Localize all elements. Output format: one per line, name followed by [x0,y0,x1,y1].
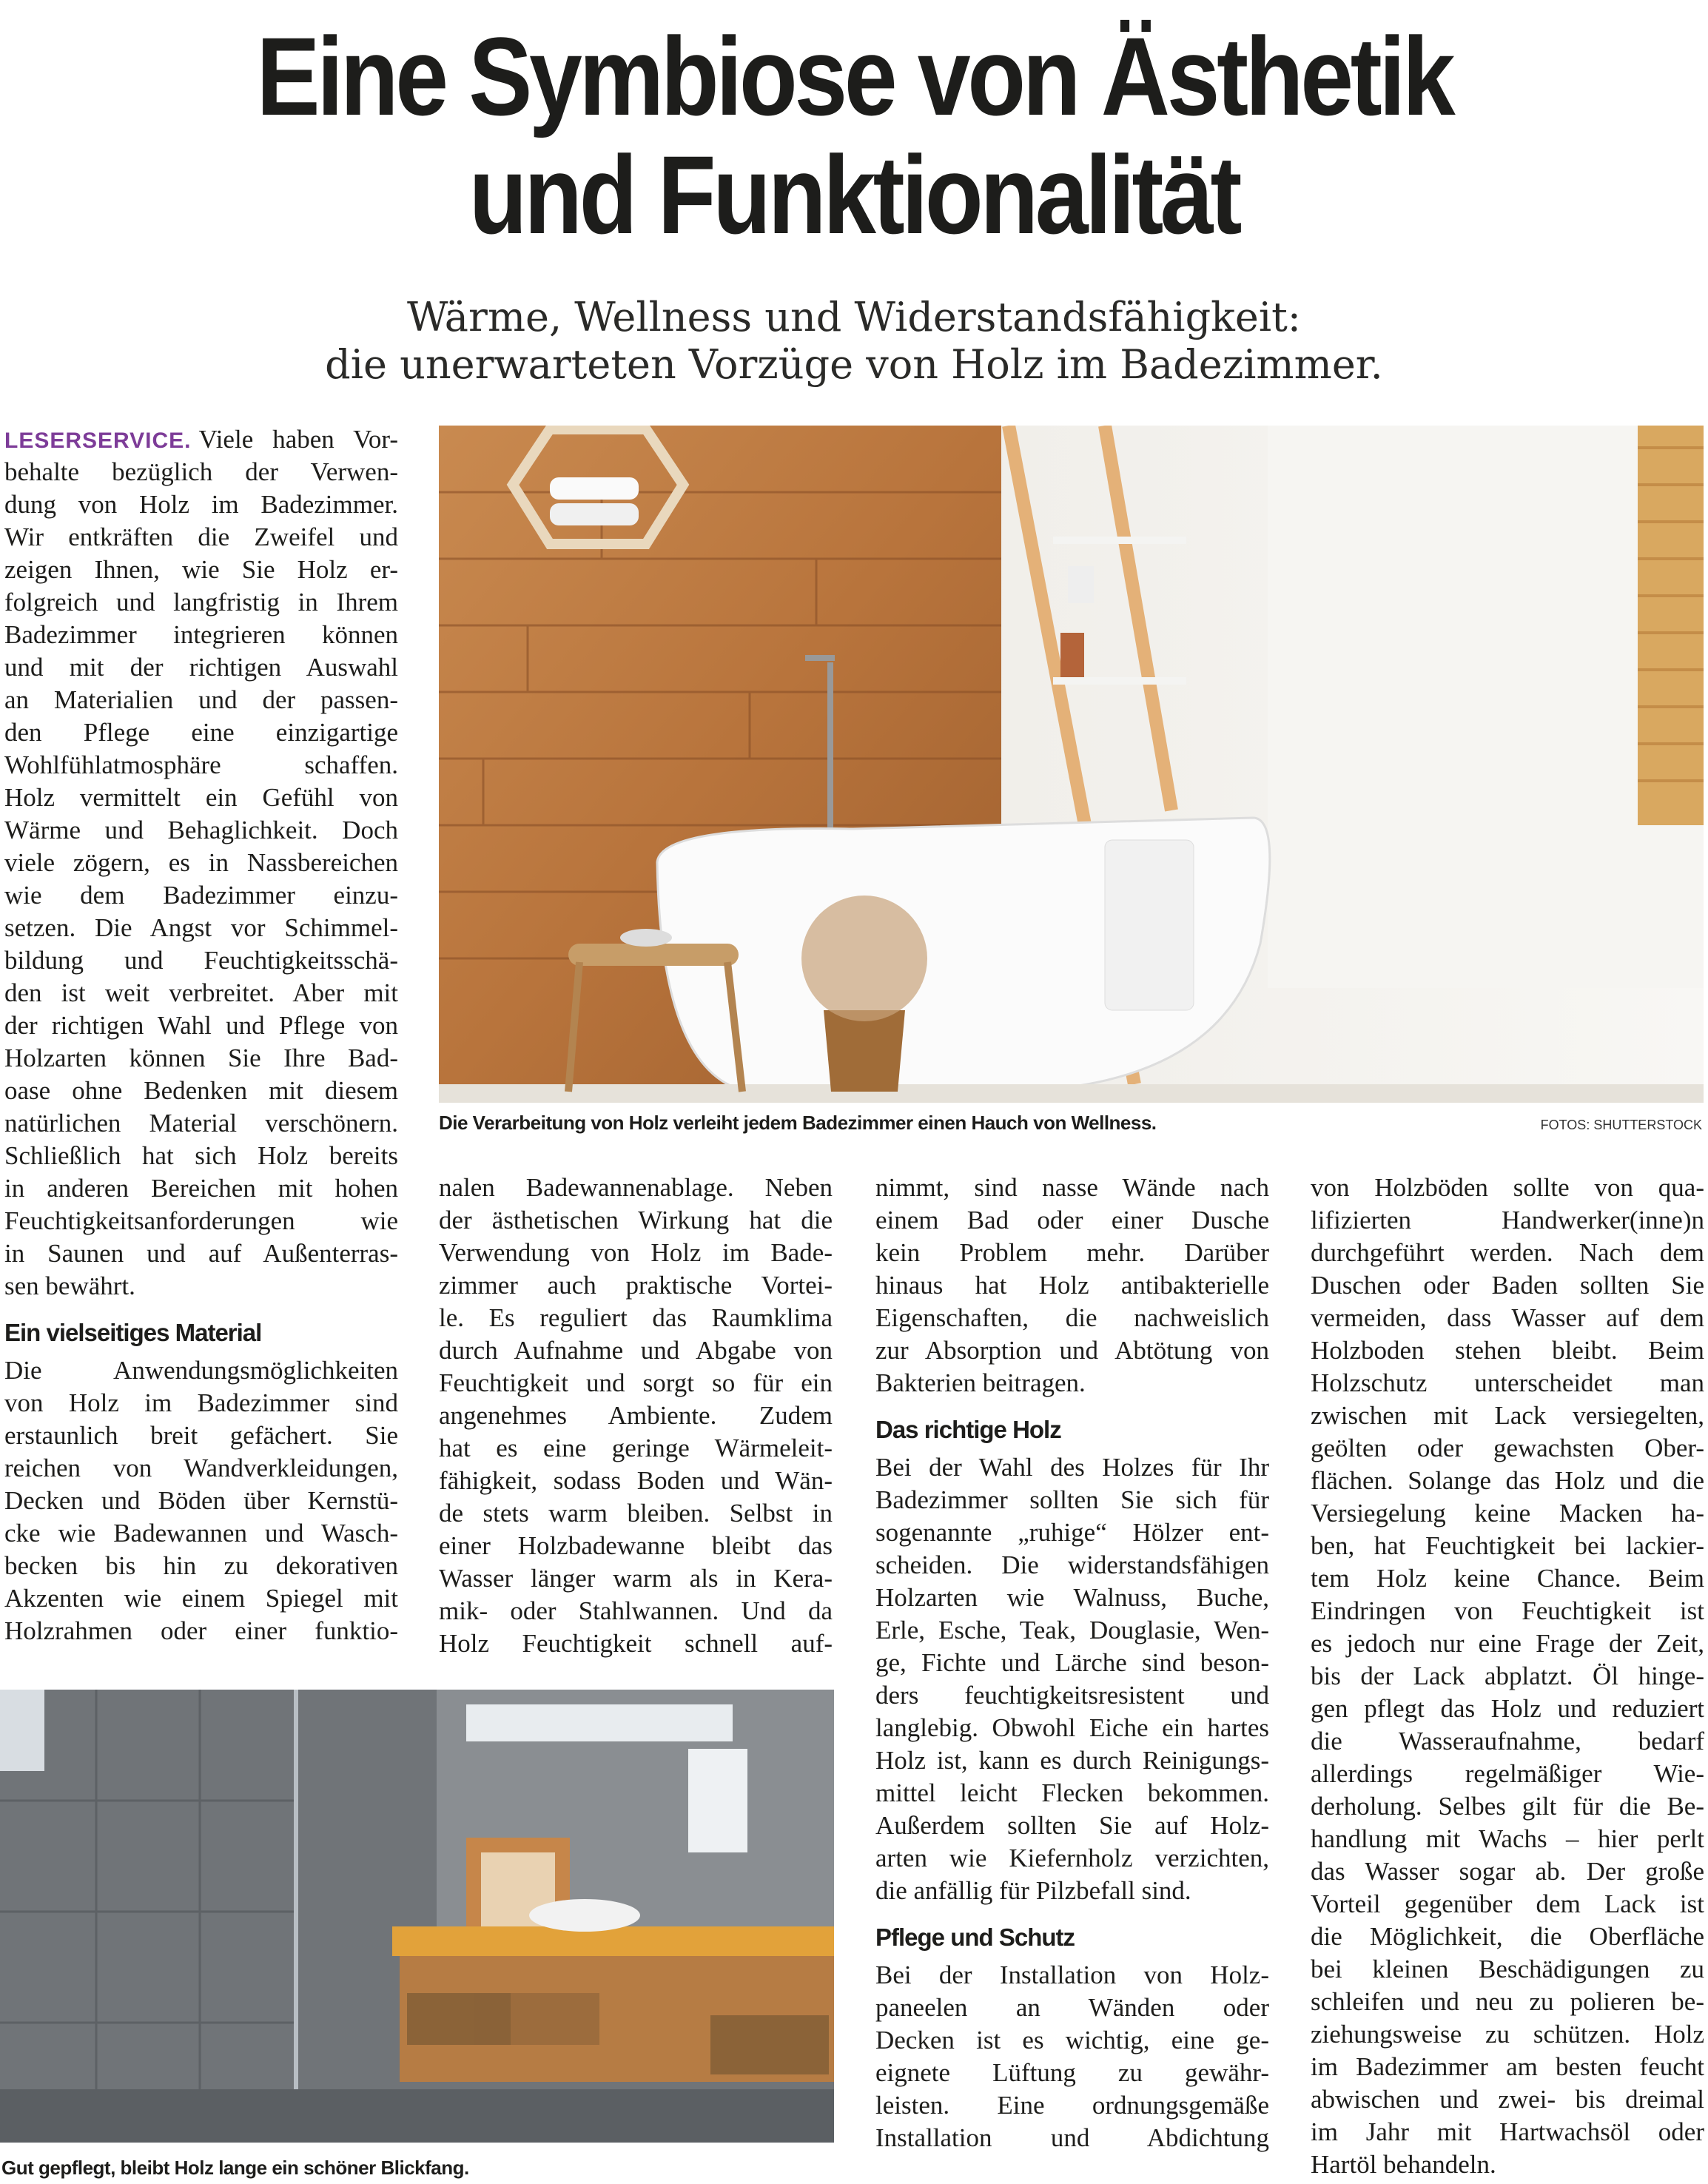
text-line: es jedoch nur eine Frage der Zeit, [1311,1629,1704,1658]
text-line: bis der Lack abplatzt. Öl hinge- [1311,1661,1704,1690]
text-line: Außerdem sollten Sie auf Holz- [875,1811,1269,1840]
text-line: cke wie Badewannen und Wasch- [4,1519,398,1548]
text-line: an Materialien und der passen- [4,685,398,714]
text-line: flächen. Solange das Holz und die [1311,1466,1704,1495]
text-line: fähigkeit, sodass Boden und Wän- [439,1466,833,1495]
text-line: schleifen und neu zu polieren be- [1311,1987,1704,2016]
text-line: gen pflegt das Holz und reduziert [1311,1694,1704,1723]
lead-label: LESERSERVICE. [4,429,192,453]
text-line: die Möglichkeit, die Oberfläche [1311,1922,1704,1951]
text-line: sogenannte „ruhige“ Hölzer ent- [875,1518,1269,1547]
text-line: Holz vermittelt ein Gefühl von [4,783,398,812]
text-line: behalte bezüglich der Verwen- [4,457,398,486]
bathroom-illustration [439,426,1704,1103]
text-line: natürlichen Material verschönern. [4,1109,398,1138]
text-line: Erle, Esche, Teak, Douglasie, Wen- [875,1616,1269,1644]
headline-line-1: Eine Symbiose von Ästhetik [256,14,1452,138]
text-line: sen bewährt. [4,1271,135,1300]
text-line: dung von Holz im Badezimmer. [4,490,398,519]
text-line: allerdings regelmäßiger Wie- [1311,1759,1704,1788]
text-line: lifizierten Handwerker(inne)n [1311,1206,1704,1234]
text-line: durchgeführt werden. Nach dem [1311,1238,1704,1267]
text-line: zimmer auch praktische Vortei- [439,1271,833,1300]
text-line: Holzschutz unterscheidet man [1311,1368,1704,1397]
text-line: nalen Badewannenablage. Neben [439,1173,833,1202]
main-photo-caption: Die Verarbeitung von Holz verleiht jedem Badezimmer einen Hauch von Wellness. [439,1112,1157,1134]
text-line: im Jahr mit Hartwachsöl oder [1311,2117,1704,2146]
text-line: im Badezimmer am besten feucht [1311,2052,1704,2081]
text-line: in Saunen und auf Außenterras- [4,1239,398,1268]
text-line: reichen von Wandverkleidungen, [4,1454,398,1482]
text-line: Wir entkräften die Zweifel und [4,523,398,551]
text-line: kein Problem mehr. Darüber [875,1238,1269,1267]
text-line: Bei der Wahl des Holzes für Ihr [875,1453,1269,1482]
text-line: die Wasseraufnahme, bedarf [1311,1727,1704,1755]
text-line: ders feuchtigkeitsresistent und [875,1681,1269,1710]
text-line: becken bis hin zu dekorativen [4,1551,398,1580]
text-line: die anfällig für Pilzbefall sind. [875,1876,1191,1905]
text-line: langlebig. Obwohl Eiche ein hartes [875,1713,1269,1742]
text-line: Hartöl behandeln. [1311,2150,1496,2179]
text-line: Schließlich hat sich Holz bereits [4,1141,398,1170]
text-line: ziehungsweise zu schützen. Holz [1311,2020,1704,2049]
article-column-1 [4,423,398,1647]
article-column-4 [1311,1172,1704,2181]
text-line: mik- oder Stahlwannen. Und da [439,1596,833,1625]
text-line: eignete Lüftung zu gewähr- [875,2058,1269,2087]
text-line: mittel leicht Flecken bekommen. [875,1778,1269,1807]
text-line: Installation und Abdichtung [875,2123,1269,2152]
text-line-content: Viele haben Vor- [198,425,398,454]
text-line: nimmt, sind nasse Wände nach [875,1173,1269,1202]
text-line: der ästhetischen Wirkung hat die [439,1206,833,1234]
text-line: Badezimmer integrieren können [4,620,398,649]
text-line: ge, Fichte und Lärche sind beson- [875,1648,1269,1677]
subheadline-line-2: die unerwarteten Vorzüge von Holz im Badezimmer. [325,341,1383,388]
text-line: Decken und Böden über Kernstü- [4,1486,398,1515]
second-photo-bathroom-vanity [0,1690,834,2143]
text-line: zeigen Ihnen, wie Sie Holz er- [4,555,398,584]
text-line: Holz ist, kann es durch Reinigungs- [875,1746,1269,1775]
text-line [4,423,398,456]
text-line: Holzarten wie Walnuss, Buche, [875,1583,1269,1612]
text-line: Wohlfühlatmosphäre schaffen. [4,750,398,779]
text-line: Decken ist es wichtig, eine ge- [875,2026,1269,2054]
text-line: tem Holz keine Chance. Beim [1311,1564,1704,1593]
text-line: Badezimmer sollten Sie sich für [875,1485,1269,1514]
text-line: Akzenten wie einem Spiegel mit [4,1584,398,1613]
text-line: leisten. Eine ordnungsgemäße [875,2091,1269,2120]
text-line: zwischen mit Lack versiegelten, [1311,1401,1704,1430]
text-line: das Wasser sogar ab. Der große [1311,1857,1704,1886]
text-line: handlung mit Wachs – hier perlt [1311,1824,1704,1853]
section-heading: Das richtige Holz [875,1416,1061,1443]
text-line: setzen. Die Angst vor Schimmel- [4,913,398,942]
text-line: einer Holzbadewanne bleibt das [439,1531,833,1560]
text-line: angenehmes Ambiente. Zudem [439,1401,833,1430]
text-line: zur Absorption und Abtötung von [875,1336,1269,1365]
text-line: wie dem Badezimmer einzu- [4,881,398,910]
text-line: oase ohne Bedenken mit diesem [4,1076,398,1105]
text-line: vermeiden, dass Wasser auf dem [1311,1303,1704,1332]
text-line: von Holzböden sollte von qua- [1311,1173,1704,1202]
text-line: Holz Feuchtigkeit schnell auf- [439,1629,833,1658]
text-line: Wärme und Behaglichkeit. Doch [4,816,398,844]
headline-line-2: und Funktionalität [468,132,1240,257]
article-column-2 [439,1172,833,1660]
text-line: ben, hat Feuchtigkeit bei lackier- [1311,1531,1704,1560]
text-line: folgreich und langfristig in Ihrem [4,588,398,616]
text-line: Eigenschaften, die nachweislich [875,1303,1269,1332]
text-line: Vorteil gegenüber dem Lack ist [1311,1889,1704,1918]
text-line: Eindringen von Feuchtigkeit ist [1311,1596,1704,1625]
text-line: bei kleinen Beschädigungen zu [1311,1955,1704,1983]
section-heading: Pflege und Schutz [875,1923,1075,1951]
text-line: Duschen oder Baden sollten Sie [1311,1271,1704,1300]
section-heading: Ein vielseitiges Material [4,1319,262,1346]
text-line: bildung und Feuchtigkeitsschä- [4,946,398,975]
text-line: hat es eine geringe Wärmeleit- [439,1434,833,1462]
text-line: und mit der richtigen Auswahl [4,653,398,682]
text-line: scheiden. Die widerstandsfähigen [875,1550,1269,1579]
text-line: paneelen an Wänden oder [875,1993,1269,2022]
text-line: Bei der Installation von Holz- [875,1960,1269,1989]
text-line: durch Aufnahme und Abgabe von [439,1336,833,1365]
second-photo-caption: Gut gepflegt, bleibt Holz lange ein schöner Blickfang. [1,2157,469,2179]
article-column-3 [875,1172,1269,2154]
text-line: den Pflege eine einzigartige [4,718,398,747]
text-line: Bakterien beitragen. [875,1368,1086,1397]
text-line: geölten oder gewachsten Ober- [1311,1434,1704,1462]
text-line: in anderen Bereichen mit hohen [4,1174,398,1203]
text-line: hinaus hat Holz antibakterielle [875,1271,1269,1300]
text-line: Versiegelung keine Macken ha- [1311,1499,1704,1528]
text-line: der richtigen Wahl und Pflege von [4,1011,398,1040]
text-line: viele zögern, es in Nassbereichen [4,848,398,877]
text-line: de stets warm bleiben. Selbst in [439,1499,833,1528]
vanity-illustration [0,1690,834,2143]
photo-credit: FOTOS: SHUTTERSTOCK [1540,1118,1702,1132]
text-line: Die Anwendungsmöglichkeiten [4,1356,398,1385]
text-line: Holzarten können Sie Ihre Bad- [4,1044,398,1072]
text-line: Verwendung von Holz im Bade- [439,1238,833,1267]
text-line: Wasser länger warm als in Kera- [439,1564,833,1593]
subheadline-line-1: Wärme, Wellness und Widerstandsfähigkeit: [407,294,1301,340]
text-line: von Holz im Badezimmer sind [4,1388,398,1417]
main-photo-bathroom-wood-wall [439,426,1704,1103]
text-line: einem Bad oder einer Dusche [875,1206,1269,1234]
text-line: Holzboden stehen bleibt. Beim [1311,1336,1704,1365]
text-line: Feuchtigkeitsanforderungen wie [4,1206,398,1235]
text-line: le. Es reguliert das Raumklima [439,1303,833,1332]
text-line: abwischen und zwei- bis dreimal [1311,2085,1704,2114]
text-line: erstaunlich breit gefächert. Sie [4,1421,398,1450]
text-line: Holzrahmen oder einer funktio- [4,1616,398,1645]
text-line: arten wie Kiefernholz verzichten, [875,1844,1269,1872]
text-line: derholung. Selbes gilt für die Be- [1311,1792,1704,1821]
text-line: Feuchtigkeit und sorgt so für ein [439,1368,833,1397]
text-line: den ist weit verbreitet. Aber mit [4,978,398,1007]
